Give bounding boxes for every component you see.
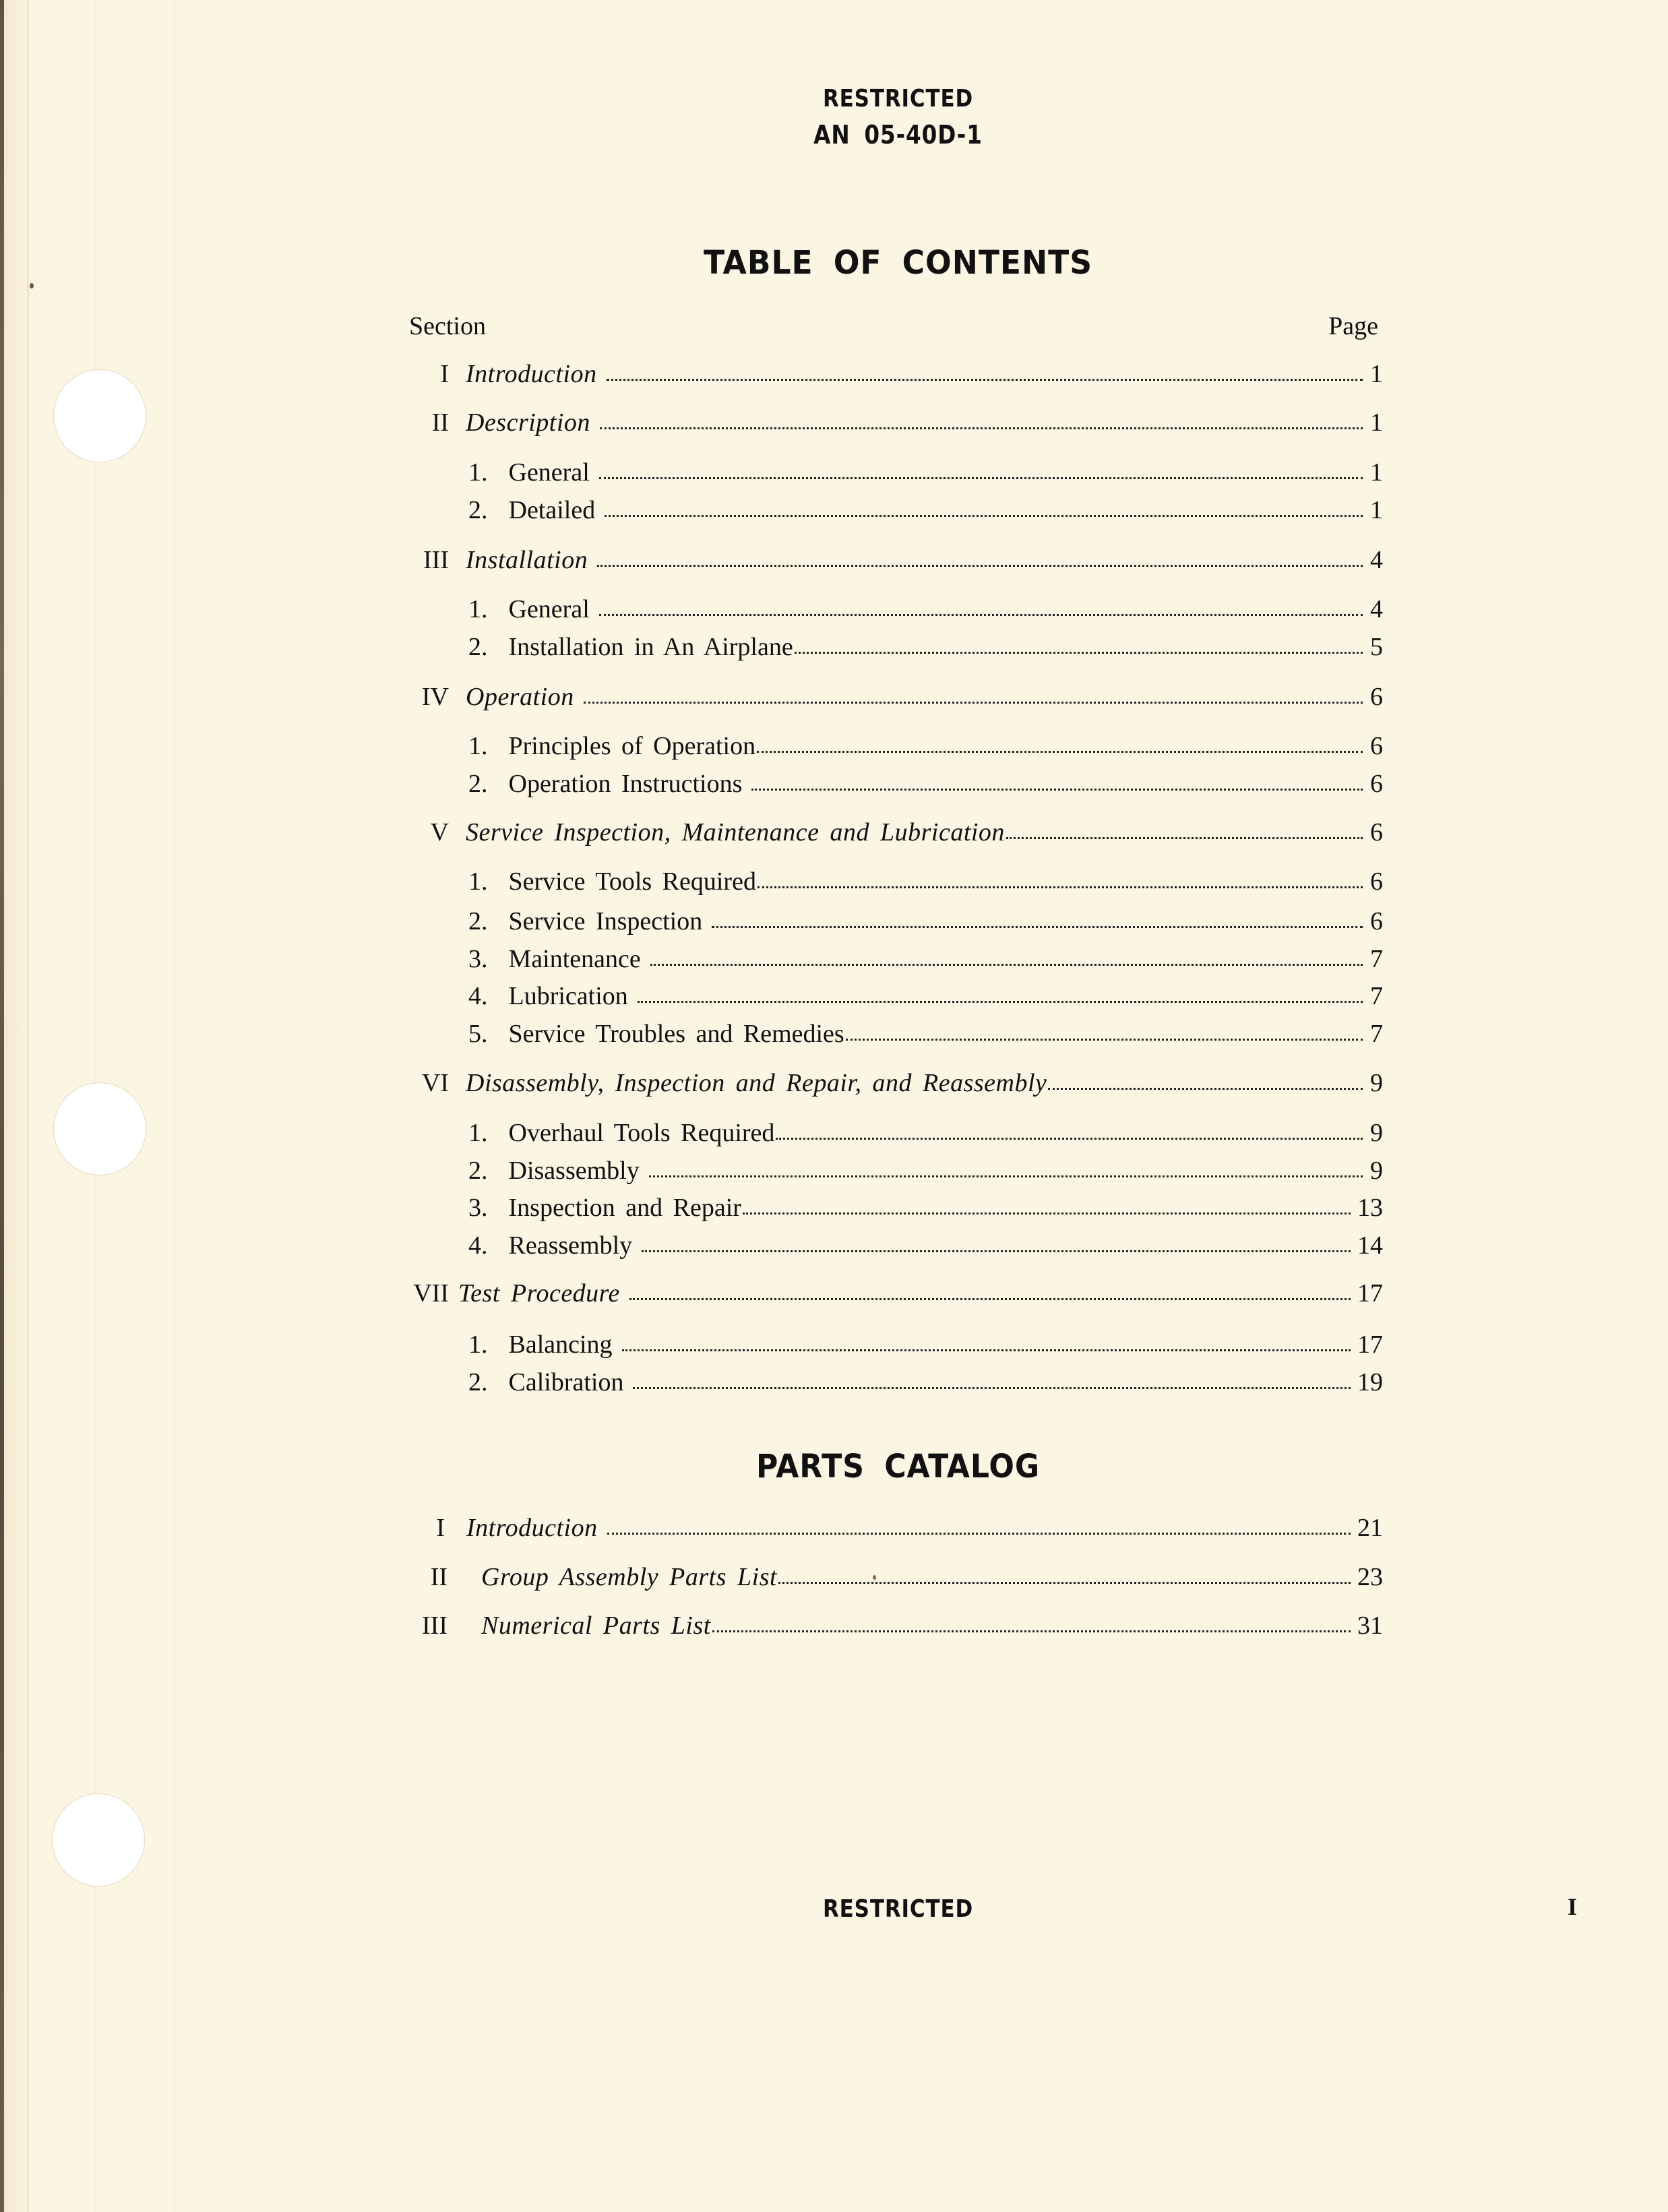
parts-entry[interactable]: [404, 1511, 1383, 1545]
toc-entry[interactable]: [404, 680, 1383, 714]
entry-number: VII: [413, 1279, 449, 1308]
toc-subentry[interactable]: [404, 1154, 1383, 1188]
sub-number: 2.: [468, 770, 488, 798]
entry-title: [449, 729, 755, 763]
entry-title: Introduction: [466, 1514, 598, 1542]
page-number: I: [1568, 1893, 1578, 1920]
entry-page: 1: [1370, 360, 1383, 388]
sub-title: Reassembly: [508, 1231, 633, 1260]
dot-leader: [1006, 837, 1363, 839]
punch-hole-middle: [54, 1083, 146, 1175]
toc-subentry[interactable]: [404, 767, 1383, 801]
entry-number: III: [423, 546, 449, 574]
footer-classification: RESTRICTED: [822, 1895, 974, 1923]
toc-subentry[interactable]: [404, 1365, 1383, 1399]
column-header-page: Page: [1328, 312, 1378, 340]
entry-number: IV: [421, 683, 449, 711]
toc-subentry[interactable]: [404, 1229, 1383, 1262]
sub-number: 2.: [468, 1157, 488, 1185]
sub-number: 3.: [468, 945, 488, 973]
dot-leader: [605, 515, 1363, 517]
paper-speck: [30, 283, 34, 288]
dot-leader: [629, 1298, 1351, 1300]
entry-page: 23: [1357, 1563, 1383, 1591]
dot-leader: [584, 702, 1363, 704]
sub-title: General: [508, 595, 590, 623]
dot-leader: [638, 1001, 1363, 1003]
sub-title: Inspection and Repair: [508, 1194, 741, 1222]
sub-number: 1.: [468, 1330, 488, 1359]
entry-title: Disassembly, Inspection and Repair, and Reassembly: [466, 1069, 1047, 1097]
toc-subentry[interactable]: [404, 865, 1383, 898]
sub-number: 2.: [468, 907, 488, 935]
sub-title: Lubrication: [508, 982, 628, 1010]
header-classification: RESTRICTED: [822, 85, 974, 113]
parts-entry[interactable]: [404, 1609, 1383, 1642]
entry-page: 4: [1370, 595, 1383, 623]
sub-number: 4.: [468, 1231, 488, 1260]
sub-number: 1.: [468, 1119, 488, 1147]
sub-number: 2.: [468, 496, 488, 524]
entry-page: 1: [1370, 458, 1383, 487]
dot-leader: [795, 652, 1363, 654]
sub-number: 1.: [468, 595, 488, 623]
toc-title: TABLE OF CONTENTS: [703, 244, 1092, 282]
toc-entry[interactable]: [404, 1277, 1383, 1310]
entry-page: 9: [1370, 1119, 1383, 1147]
entry-number: I: [440, 360, 449, 388]
entry-title: [449, 1328, 613, 1361]
toc-subentry[interactable]: [404, 904, 1383, 938]
sub-number: 2.: [468, 633, 488, 661]
sub-number: 1.: [468, 867, 488, 896]
sub-title: Maintenance: [508, 945, 641, 973]
entry-title: Introduction: [466, 360, 597, 388]
entry-number: II: [431, 408, 449, 437]
page-left-edge: [0, 0, 4, 2212]
toc-subentry[interactable]: [404, 456, 1383, 489]
entry-page: 1: [1370, 496, 1383, 524]
entry-page: 17: [1357, 1330, 1383, 1359]
dot-leader: [622, 1349, 1351, 1351]
dot-leader: [743, 1212, 1351, 1215]
entry-page: 6: [1370, 732, 1383, 760]
toc-entry[interactable]: [404, 1066, 1383, 1100]
document-number: AN 05-40D-1: [813, 120, 983, 150]
entry-title: [449, 1191, 741, 1225]
sub-title: General: [508, 458, 590, 487]
toc-subentry[interactable]: [404, 1017, 1383, 1051]
dot-leader: [599, 614, 1363, 616]
entry-title: [449, 1154, 640, 1188]
dot-leader: [607, 1533, 1351, 1535]
toc-subentry[interactable]: [404, 942, 1383, 976]
entry-page: 9: [1370, 1157, 1383, 1185]
sub-title: Principles of Operation: [508, 732, 756, 760]
sub-number: 4.: [468, 982, 488, 1010]
entry-page: 31: [1357, 1611, 1383, 1640]
entry-title: Group Assembly Parts List: [481, 1563, 778, 1591]
toc-subentry[interactable]: [404, 592, 1383, 626]
entry-number: III: [422, 1611, 447, 1640]
dot-leader: [757, 751, 1363, 753]
parts-catalog-title: PARTS CATALOG: [755, 1448, 1041, 1485]
entry-page: 14: [1357, 1231, 1383, 1260]
dot-leader: [712, 926, 1363, 928]
entry-title: [449, 1229, 632, 1262]
toc-subentry[interactable]: [404, 729, 1383, 763]
dot-leader: [846, 1039, 1363, 1041]
entry-page: 7: [1370, 945, 1383, 973]
sub-title: Service Tools Required: [508, 867, 756, 896]
dot-leader: [649, 1175, 1363, 1177]
entry-title: [449, 1365, 623, 1399]
sub-number: 3.: [468, 1194, 488, 1222]
sub-number: 2.: [468, 1368, 488, 1396]
entry-page: 17: [1357, 1279, 1383, 1308]
dot-leader: [642, 1250, 1351, 1252]
entry-title: Numerical Parts List: [481, 1611, 711, 1640]
dot-leader: [712, 1630, 1351, 1632]
toc-entry[interactable]: [404, 543, 1383, 577]
dot-leader: [1048, 1088, 1363, 1090]
sub-title: Detailed: [508, 496, 596, 524]
sub-number: 5.: [468, 1020, 488, 1048]
entry-title: [449, 630, 793, 664]
dot-leader: [751, 789, 1363, 791]
dot-leader: [778, 1582, 1351, 1584]
entry-page: 6: [1370, 867, 1383, 896]
entry-title: [449, 493, 595, 527]
entry-title: [449, 904, 702, 938]
sub-title: Balancing: [508, 1330, 613, 1359]
sub-title: Calibration: [508, 1368, 624, 1396]
entry-number: V: [430, 818, 449, 847]
entry-title: [449, 1017, 844, 1051]
entry-number: II: [430, 1563, 447, 1591]
sub-title: Service Inspection: [508, 907, 703, 935]
entry-page: 7: [1370, 1020, 1383, 1048]
sub-title: Service Troubles and Remedies: [508, 1020, 844, 1048]
entry-page: 7: [1370, 982, 1383, 1010]
punch-hole-top: [54, 370, 146, 462]
dot-leader: [597, 565, 1363, 567]
toc-subentry[interactable]: [404, 1116, 1383, 1150]
sub-title: Installation in An Airplane: [508, 633, 793, 661]
entry-page: 19: [1357, 1368, 1383, 1396]
entry-title: [449, 979, 628, 1013]
entry-page: 4: [1370, 546, 1383, 574]
toc-subentry[interactable]: [404, 979, 1383, 1013]
column-header-section: Section: [409, 312, 486, 340]
dot-leader: [776, 1138, 1363, 1140]
sub-title: Operation Instructions: [508, 770, 743, 798]
toc-subentry[interactable]: [404, 630, 1383, 664]
dot-leader: [607, 379, 1363, 381]
parts-entry[interactable]: [404, 1560, 1383, 1594]
entry-page: 1: [1370, 408, 1383, 437]
entry-title: Test Procedure: [458, 1279, 620, 1308]
toc-entry[interactable]: [404, 357, 1383, 391]
toc-subentry[interactable]: [404, 1328, 1383, 1361]
entry-page: 6: [1370, 683, 1383, 711]
entry-title: [449, 865, 756, 898]
toc-entry[interactable]: [404, 816, 1383, 849]
punch-hole-bottom: [53, 1794, 144, 1886]
entry-page: 6: [1370, 907, 1383, 935]
entry-title: Description: [466, 408, 590, 437]
entry-title: Installation: [466, 546, 588, 574]
sub-title: Disassembly: [508, 1157, 640, 1185]
dot-leader: [600, 427, 1363, 429]
sub-number: 1.: [468, 458, 488, 487]
entry-number: I: [436, 1514, 445, 1542]
entry-title: Service Inspection, Maintenance and Lubrication: [466, 818, 1005, 847]
dot-leader: [633, 1387, 1351, 1389]
entry-title: [449, 592, 590, 626]
entry-title: [449, 456, 590, 489]
dot-leader: [599, 477, 1363, 479]
entry-page: 21: [1357, 1514, 1383, 1542]
entry-page: 13: [1357, 1194, 1383, 1222]
dot-leader: [758, 886, 1363, 888]
entry-title: [449, 942, 641, 976]
entry-page: 5: [1370, 633, 1383, 661]
toc-subentry[interactable]: [404, 1191, 1383, 1225]
toc-entry[interactable]: [404, 406, 1383, 439]
entry-page: 6: [1370, 770, 1383, 798]
toc-subentry[interactable]: [404, 493, 1383, 527]
entry-page: 9: [1370, 1069, 1383, 1097]
dot-leader: [650, 964, 1363, 966]
sub-number: 1.: [468, 732, 488, 760]
entry-title: [449, 1116, 774, 1150]
entry-page: 6: [1370, 818, 1383, 847]
entry-title: Operation: [466, 683, 574, 711]
entry-title: [449, 767, 742, 801]
entry-number: VI: [421, 1069, 449, 1097]
sub-title: Overhaul Tools Required: [508, 1119, 775, 1147]
